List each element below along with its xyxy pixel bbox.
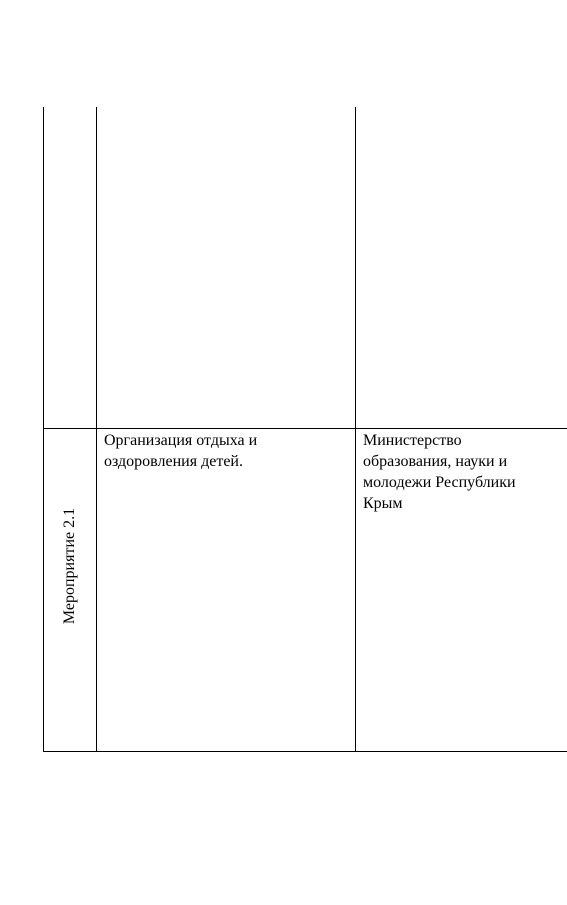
table-cell-executor: Министерство образования, науки и молодежи Республики Крым (363, 432, 516, 512)
table-border-bottom (43, 751, 567, 752)
table-cell-event-number (44, 429, 96, 751)
table-row-divider (43, 428, 567, 429)
event-number-label: Мероприятие 2.1 (61, 507, 78, 625)
table-cell-description: Организация отдыха и оздоровления детей. (104, 432, 258, 470)
table-column-divider-2 (355, 107, 356, 752)
table-column-divider-1 (96, 107, 97, 752)
